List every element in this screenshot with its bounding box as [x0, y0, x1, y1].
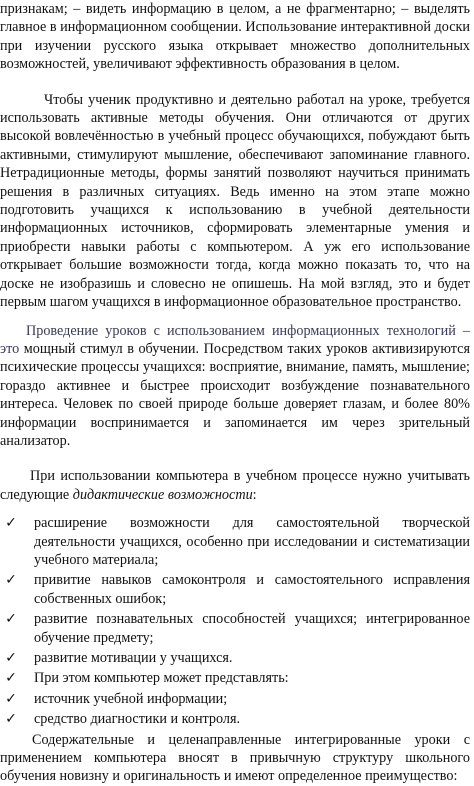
checkmark-icon: ✓: [5, 690, 17, 707]
list-item: [0, 649, 470, 667]
list-item-text: расширение возможности для самостоятельной творческой деятельности учащихся, особенно при исследовании и систематизации учебного материала;: [34, 515, 470, 568]
paragraph-active-methods: Чтобы ученик продуктивно и деятельно работал на уроке, требуется использовать активные методы обучения. Они отличаются от других высокой вовлечённостью в учебный процесс обучающихся, побуждают быть активными, стимулируют мышление, обеспечивают запоминание главного. Нетрадиционные методы, формы занятий позволяют научиться принимать решения в различных ситуациях. Ведь именно на этом этапе можно подготовить учащихся к использованию в учебной деятельности информационных источников, сформировать элементарные умения и приобрести навыки работы с компьютером. А уж его использование открывает большие возможности тогда, когда можно показать то, что на доске не изобразишь и словесно не опишешь. На мой взгляд, это и будет первым шагом учащихся в информационное образовательное пространство.: [0, 91, 470, 311]
paragraph-body-text: мощный стимул в обучении. Посредством таких уроков активизируются психические процессы учащихся: восприятие, внимание, память, мышление; гораздо активнее и быстрее происходит возбуждение познавательного интереса. Человек по своей природе больше доверяет глазам, и более 80% информации воспринимается и запоминается им через зрительный анализатор.: [0, 340, 470, 449]
list-item: [0, 669, 470, 687]
checkmark-icon: ✓: [5, 670, 17, 687]
list-item: [0, 690, 470, 708]
checkmark-icon: ✓: [5, 711, 17, 728]
didactic-possibilities-list: [0, 514, 470, 728]
list-item: [0, 710, 470, 728]
list-item: [0, 571, 470, 608]
paragraph-spacer: [0, 312, 470, 322]
list-item: [0, 610, 470, 647]
emphasis-term: дидактические возможности: [72, 486, 253, 503]
checkmark-icon: ✓: [5, 611, 17, 628]
checkmark-icon: ✓: [5, 650, 17, 666]
list-item-text: При этом компьютер может представлять:: [34, 670, 289, 687]
list-item-text: привитие навыков самоконтроля и самостоятельного исправления собственных ошибок;: [34, 572, 470, 607]
list-item-text: средство диагностики и контроля.: [34, 711, 241, 728]
checkmark-icon: ✓: [5, 572, 17, 589]
list-item-text: развитие мотивации у учащихся.: [34, 650, 233, 666]
checkmark-icon: ✓: [5, 515, 17, 532]
list-item-text: источник учебной информации;: [34, 690, 228, 707]
intro-paragraph: признакам; – видеть информацию в целом, а не фрагментарно; – выделять главное в информационном сообщении. Использование интерактивной доски при изучении русского языка открывает множество дополнительных возможностей, увеличивают эффективность образования в целом.: [0, 1, 470, 73]
paragraph-lead-text: Проведение уроков с использованием информационных технологий – это: [0, 322, 470, 357]
paragraph-colon: :: [252, 486, 257, 503]
paragraph-it-lessons: [0, 322, 470, 451]
list-item: [0, 514, 470, 569]
paragraph-integrated-lessons: Содержательные и целенаправленные интегрированные уроки с применением компьютера вносят в привычную структуру школьного обучения новизну и оригинальность и имеют определенное преимущество:: [0, 731, 470, 785]
paragraph-spacer: [0, 504, 470, 514]
list-item-text: развитие познавательных способностей учащихся; интегрированное обучение предмету;: [34, 611, 470, 646]
paragraph-body-text: При использовании компьютера в учебном процессе нужно учитывать следующие: [0, 468, 470, 503]
paragraph-spacer: [0, 450, 470, 467]
paragraph-spacer: [0, 74, 470, 91]
paragraph-didactic-intro: [0, 467, 470, 504]
